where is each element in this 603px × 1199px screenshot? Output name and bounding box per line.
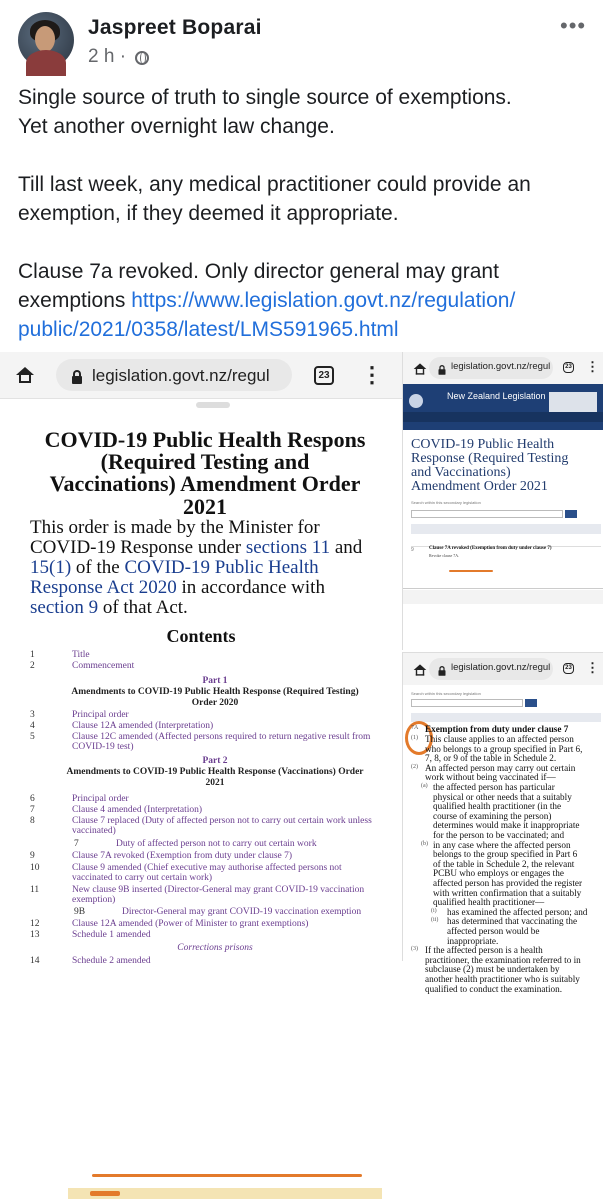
section-15-link[interactable]: 15(1) [30,557,72,578]
rb-line-text: has examined the affected person; and [447,906,588,917]
rb-line-text: qualified health practitioner— [433,897,545,908]
rb-line-text: affected person would be [447,926,540,936]
contents-heading: Contents [166,626,236,646]
act-link-cont[interactable]: Response Act 2020 [30,577,177,598]
rb-line-text: course of examining the person) [433,810,552,821]
home-icon[interactable] [414,664,427,675]
rb-toolbar[interactable] [411,713,601,722]
rb-line-number: (3) [411,946,418,953]
rb-line-text: with written confirmation that a suitably [433,887,582,898]
rb-line-text: has determined that vaccinating the [447,916,578,927]
left-tab-count[interactable]: 23 [314,366,334,385]
rt-clause-number: 9 [411,547,414,553]
intro-line-2: COVID-19 Response under sections 11 and [30,537,363,558]
more-options-icon[interactable]: ••• [560,13,587,38]
post-paragraph-2: Till last week, any medical practitioner could provide an exemption, if they deemed it appropriate. [18,173,531,225]
post-paragraph-3: Clause 7a revoked. Only director general may grant exemptions https://www.legislation.govt.nz/regulation/ public/2021/0358/latest/LMS591965.html [18,260,516,341]
rb-search-input[interactable] [411,699,523,707]
rb-line-text: belongs to the group specified in Part 6 [433,849,578,860]
rt-menu-icon[interactable]: ⋮ [586,359,599,374]
post-paragraph-1: Single source of truth to single source of exemptions. Yet another overnight law change. [18,86,512,138]
act-link[interactable]: COVID-19 Public Health [124,557,319,578]
lock-icon [439,670,446,676]
rt-search-button[interactable] [565,510,577,518]
rb-line-text: another health practitioner who is suitably [425,974,580,984]
order-title-line-1: COVID-19 Public Health Respons [44,427,366,452]
rb-line-number: (i) [431,907,437,914]
rt-clause-text: Clause 7A revoked (Exemption from duty under clause 7) [429,546,552,551]
post-timestamp[interactable]: 2 h · [88,46,127,67]
nz-crest-icon [409,394,423,408]
rb-menu-icon[interactable]: ⋮ [586,660,599,675]
right-top-screenshot [402,352,603,650]
lock-icon [439,369,446,375]
nzl-nav-bar[interactable] [403,412,603,422]
intro-line-3: 15(1) of the COVID-19 Public Health [30,557,319,578]
rb-clause-number: 7A [411,725,419,731]
rb-line-text: affected person has provided the register [433,878,583,888]
rb-line-text: If the affected person is a health [425,945,543,956]
rb-line-number: (1) [411,735,418,741]
nzl-site-title[interactable]: New Zealand Legislation [447,391,546,401]
rb-line-text: practitioner, the examination referred to in [425,954,581,965]
left-menu-icon[interactable]: ⋮ [361,362,383,387]
intro-line-5: section 9 of that Act. [30,597,188,618]
orange-mark-9b [90,1191,120,1196]
rb-line-text: subclause (2) must be undertaken by [425,964,560,975]
rt-search-label: Search within this secondary legislation [411,500,481,505]
section-9-link[interactable]: section 9 [30,597,99,618]
rb-line-text: qualified health practitioner (in the [433,801,562,812]
home-icon[interactable] [414,363,427,374]
rt-divider [403,588,603,589]
rt-browser-bar [403,352,603,384]
rb-browser-bar [403,653,603,685]
toc-part-2: Part 2 Amendments to COVID-19 Public Health Response (Vaccinations) Order 2021 [66,756,364,788]
rb-line-text: in any case where the affected person [433,839,571,850]
rb-tab-count[interactable]: 23 [563,663,574,674]
crest-fragment [196,402,230,408]
rt-toolbar[interactable] [411,524,601,534]
rb-line-text: of the table in Schedule 2, the relevant [433,858,575,869]
rb-line-text: work without being vaccinated if— [425,772,556,783]
rb-line-text: the affected person has particular [433,782,555,792]
rt-footer [403,590,603,604]
toc-part-1: Part 1 Amendments to COVID-19 Public Health Response (Required Testing) Order 2020 [71,676,359,708]
rb-search-button[interactable] [525,699,537,707]
rt-clause-sub: Revoke clause 7A. [429,553,460,558]
left-screenshot: legislation.govt.nz/regul 23 ⋮ COVID-19 Public Health Respons (Required Testing and Vaccinations) Amendment Order 2021 This order is made by the Minister for COVID-19 Response under sections 11 and 15(1) of the COVID-19 Public Health Response Act 2020 in accordance with section 9 of that Act. Contents 1 Title 2 Commencement Part 1 Amendments to COVID-19 Public Health Response (Required Testing) Order 2020 3 Principal order 4 Clause 12A amended (Interpretation) 5 Clause 12C amended (Affected persons required to return negative result from COVID-19 test) Part 2 Amendments to COVID-19 Public Health Response (Vaccinations) Order 2021 6 Principal order 7 Clause 4 amended (Interpretation) 8 Clause 7 replaced (Duty of affected person not to carry out certain work unless vaccinated) 7 Duty of affected person not to carry out certain work 9 Clause 7A revoked (Exemption from duty under clause 7) 10 Clause 9 amended (Chief executive may authorise affected persons not vaccinated to carry out certain work) 11 New clause 9B inserted (Director-General may grant COVID-19 vaccination exemption) 9B Director-General may grant COVID-19 vaccination exemption 12 Clause 12A amended (Power of Minister to grant exemptions) 13 Schedule 1 amended Corrections prisons 14 Schedule 2 amended [0,352,402,960]
rb-line-text: 7, 8, or 9 of the table in Schedule 2. [425,753,557,764]
order-title-line-2: (Required Testing and [100,449,310,474]
rb-line-text: who belongs to a group specified in Part 6, [425,743,583,754]
toc-schedule-heading: Corrections prisons [177,943,253,953]
rt-search-input[interactable] [411,510,563,518]
sections-11-link[interactable]: sections 11 [245,537,331,558]
rt-url-text: legislation.govt.nz/regul [451,361,551,372]
order-title-line-4: 2021 [183,494,227,519]
home-icon[interactable] [16,367,34,383]
site-search-box[interactable] [549,392,597,412]
right-bottom-screenshot [402,652,603,994]
author-avatar[interactable] [18,12,74,68]
rb-line-text: inappropriate. [447,935,499,946]
rb-line-number: (ii) [431,917,439,924]
rt-tab-count[interactable]: 23 [563,362,574,373]
rb-line-text: This clause applies to an affected person [425,734,574,744]
orange-underline-11 [92,1174,362,1177]
intro-line-4: Response Act 2020 in accordance with [30,577,325,598]
orange-underline-rt [449,570,493,572]
legislation-link-cont[interactable]: public/2021/0358/latest/LMS591965.html [18,318,399,341]
rb-line-number: (a) [421,783,428,789]
author-name[interactable]: Jaspreet Boparai [88,16,262,39]
rb-line-number: (b) [421,840,428,847]
rt-order-title: COVID-19 Public Health Response (Required Testing and Vaccinations) Amendment Order 2021 [411,437,569,494]
order-title-line-3: Vaccinations) Amendment Order [49,471,361,496]
globe-icon [135,51,149,65]
rb-line-text: qualified to conduct the examination. [425,983,563,994]
rb-line-text: for the person to be vaccinated; and [433,830,565,840]
rb-line-text: An affected person may carry out certain [425,762,576,773]
left-url-text: legislation.govt.nz/regul [92,366,270,385]
intro-line-1: This order is made by the Minister for [30,517,320,538]
rb-line-text: PCBU who employs or engages the [433,868,564,879]
rb-clause-heading: Exemption from duty under clause 7 [425,724,569,734]
rb-line-text: determines would make it inappropriate [433,820,580,831]
nzl-site-header [403,384,603,430]
rb-url-text: legislation.govt.nz/regul [451,662,551,673]
rb-line-text: physical or other needs that a suitably [433,791,572,802]
lock-icon [72,376,82,384]
rb-search-label: Search within this secondary legislation [411,691,481,696]
rb-line-number: (2) [411,763,418,770]
left-browser-bar [0,352,402,399]
legislation-link[interactable]: https://www.legislation.govt.nz/regulation/ [131,289,516,312]
